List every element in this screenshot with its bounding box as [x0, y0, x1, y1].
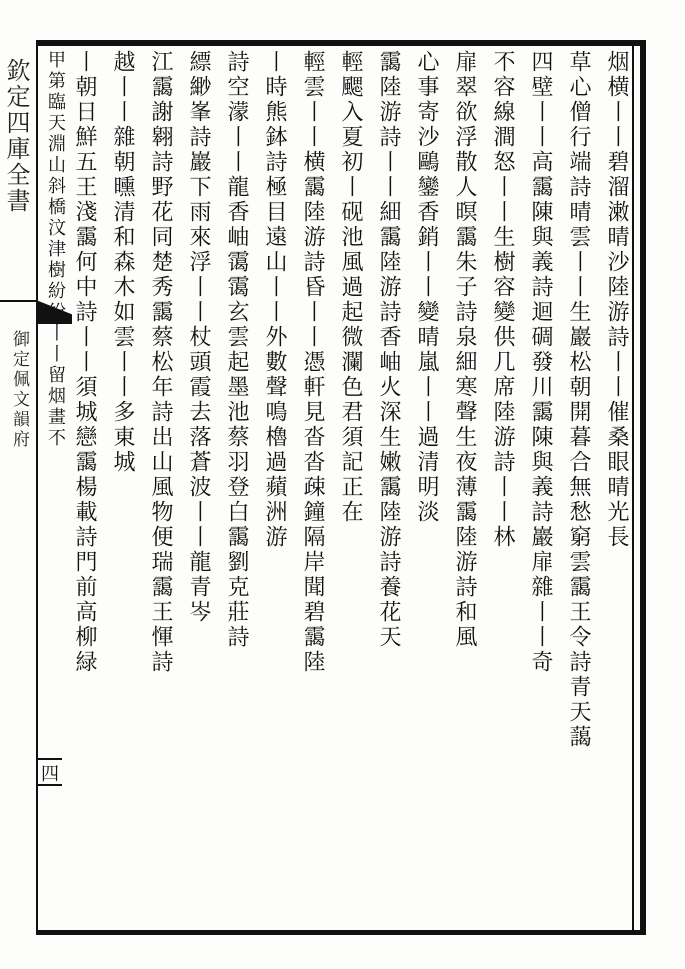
frame-top-border [36, 40, 646, 46]
text-column: 江靄謝翱詩野花同楚秀靄蔡松年詩出山風物便瑞靄王惲詩 [148, 50, 173, 675]
text-column: 草心僧行端詩晴雲丨丨生巖松朝開暮合無愁窮雲靄王令詩青天藹 [566, 50, 591, 750]
frame-right-border [640, 40, 646, 935]
frame-bottom-border [36, 930, 646, 935]
text-column: 烟横丨丨碧溜潄晴沙陸游詩丨丨催桑眼晴光長 [604, 50, 629, 550]
text-column: 越丨丨雜朝曛清和森木如雲丨丨多東城 [110, 50, 135, 475]
spine-title: 欽定四庫全書 [2, 58, 30, 214]
text-column: 縹緲峯詩巖下雨來浮丨丨杖頭霞去落蒼波丨丨龍青岑 [186, 50, 211, 625]
text-column: 丨時熊鉢詩極目遠山丨丨外數聲鳴櫓過蘋洲游 [262, 50, 287, 550]
page-number: 四 [38, 758, 62, 786]
text-column: 心事寄沙鷗鑾香銷丨丨變晴嵐丨丨過清明淡 [414, 50, 439, 525]
fish-tail-line [0, 300, 36, 302]
text-column: 不容線澗怒丨丨生樹容變供几席陸游詩丨丨林 [490, 50, 515, 550]
text-column: 詩空濛丨丨龍香岫霭霭玄雲起墨池蔡羽登白靄劉克莊詩 [224, 50, 249, 650]
text-column: 扉翠欲浮散人暝靄朱子詩泉細寒聲生夜薄靄陸游詩和風 [452, 50, 477, 650]
text-column: 輕雲丨丨横靄陸游詩昏丨丨憑軒見沓沓疎鐘隔岸聞碧靄陸 [300, 50, 325, 675]
text-column: 靄陸游詩丨丨細靄陸游詩香岫火深生嫩靄陸游詩養花天 [376, 50, 401, 650]
spine-subtitle: 御定佩文韻府 [9, 330, 29, 450]
text-column: 甲第臨天淵山斜橋汶津樹紛紛丨丨留烟畫不 [45, 50, 66, 449]
text-column: 四壁丨丨高靄陳與義詩迴碉發川靄陳與義詩巖扉雜丨丨奇 [528, 50, 553, 675]
spine-divider [36, 46, 38, 930]
text-column: 丨朝日鮮五王淺靄何中詩丨丨須城戀靄楊載詩門前高柳緑 [72, 50, 97, 675]
text-column: 輕颸入夏初丨砚池風過起微瀾色君須記正在 [338, 50, 363, 525]
